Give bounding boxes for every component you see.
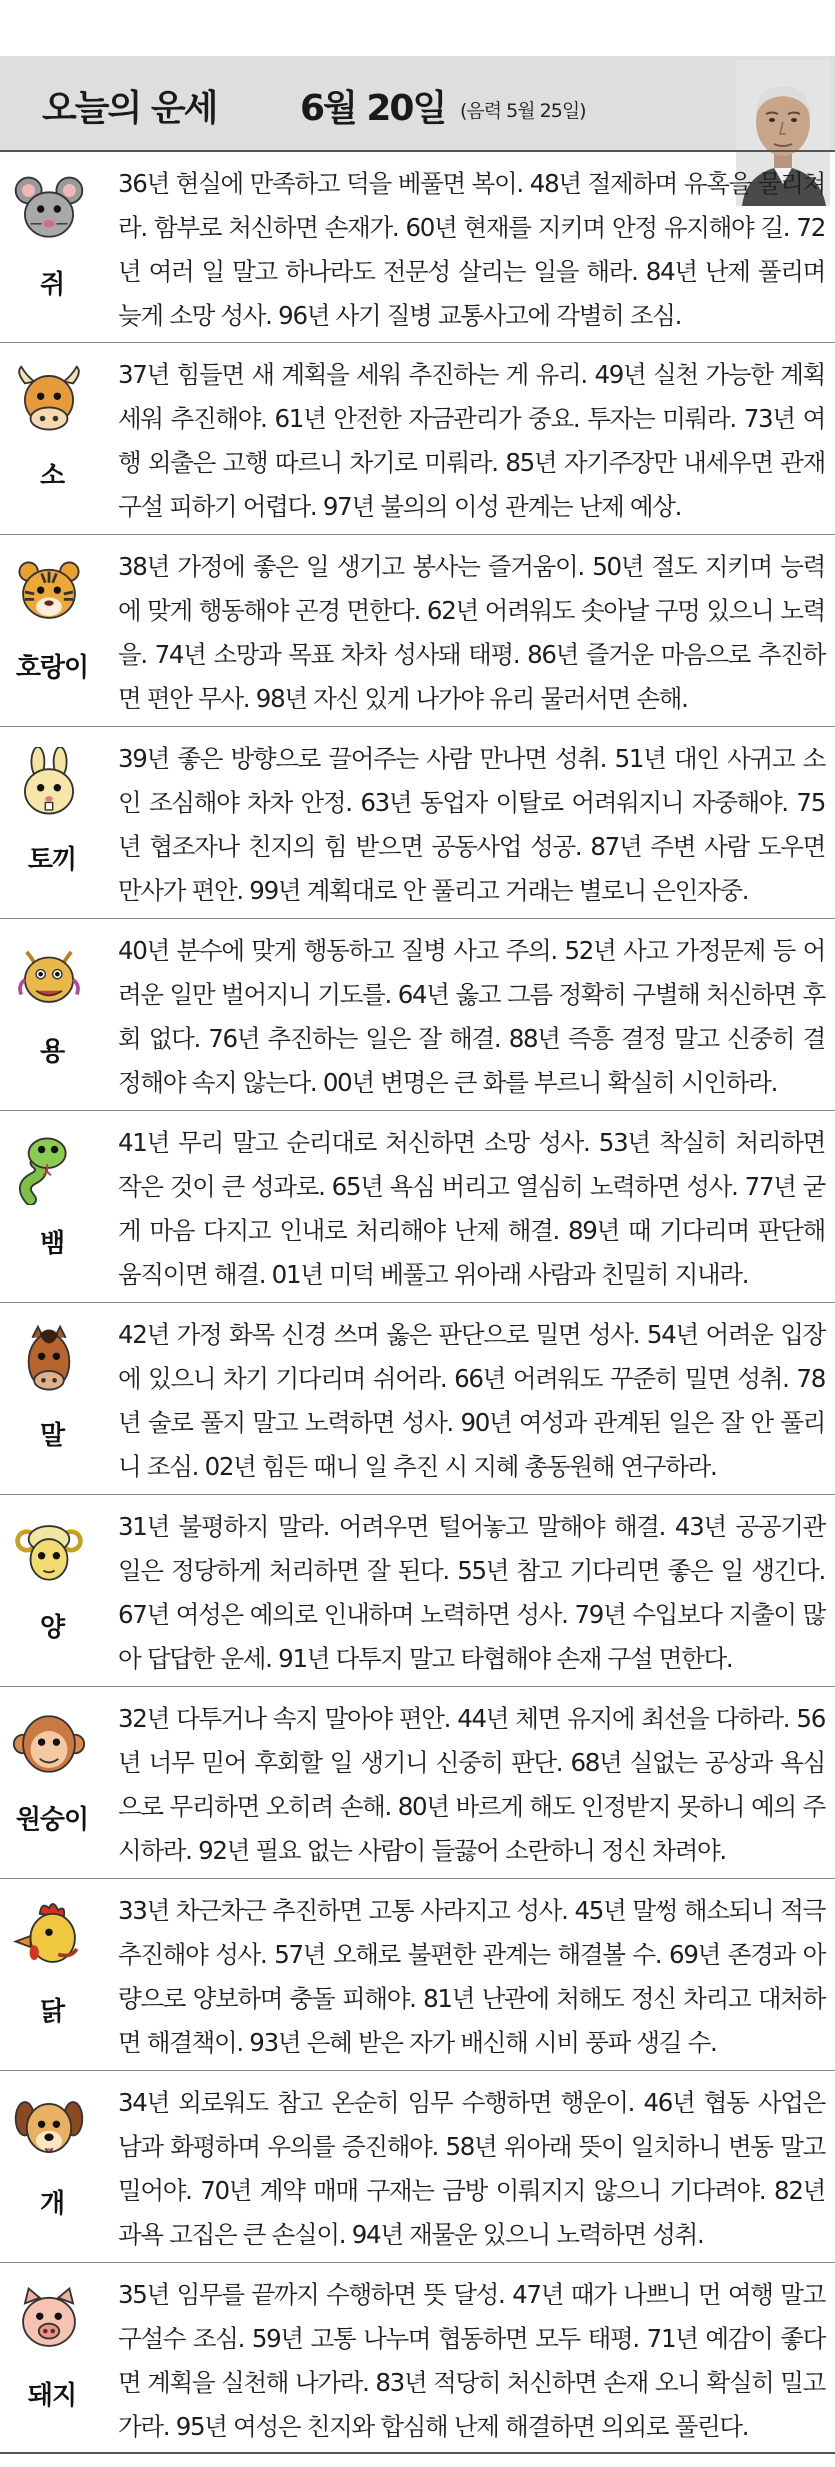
fortune-text: 39년 좋은 방향으로 끌어주는 사람 만나면 성취. 51년 대인 사귀고 소인 조심해야 차차 안정. 63년 동업자 이탈로 어려워지니 자중해야. 75년 협조자나 친지의 힘 받으면 공동사업 성공. 87년 주변 사람 도우면 만사가 편안. 99년 계획대로 안 풀리고 거래는 별로니 은인자중. (118, 744, 825, 905)
animal-name: 토끼 (27, 845, 77, 875)
rabbit-icon (12, 747, 86, 821)
tiger-icon (12, 555, 86, 629)
rooster-icon (12, 1899, 86, 1973)
fortune-entry-ox (0, 342, 835, 534)
animal-name: 쥐 (39, 270, 65, 300)
fortune-text: 42년 가정 화목 신경 쓰며 옳은 판단으로 밀면 성사. 54년 어려운 입장에 있으니 차기 기다리며 쉬어라. 66년 어려워도 꾸준히 밀면 성취. 78년 술로 풀지 말고 노력하면 성사. 90년 여성과 관계된 일은 잘 안 풀리니 조심. 02년 힘든 때니 일 추진 시 지혜 총동원해 연구하라. (118, 1320, 825, 1481)
snake-icon (12, 1131, 86, 1205)
fortune-entry-monkey (0, 1686, 835, 1878)
fortune-entry-tiger (0, 534, 835, 726)
animal-name: 양 (39, 1613, 65, 1643)
sheep-icon (12, 1515, 86, 1589)
fortune-entry-rooster (0, 1878, 835, 2070)
fortune-entry-horse (0, 1302, 835, 1494)
animal-name: 말 (39, 1421, 65, 1451)
fortune-entry-snake (0, 1110, 835, 1302)
fortune-entry-dog (0, 2070, 835, 2262)
animal-name: 호랑이 (15, 653, 89, 683)
animal-name: 원숭이 (15, 1805, 89, 1835)
fortune-entry-rabbit (0, 726, 835, 918)
dragon-icon (12, 939, 86, 1013)
header-banner (0, 56, 835, 150)
animal-name: 개 (39, 2189, 65, 2219)
page-title: 오늘의 운세 (42, 88, 217, 129)
header-date: 6월 20일 (300, 88, 446, 129)
fortune-text: 31년 불평하지 말라. 어려우면 털어놓고 말해야 해결. 43년 공공기관 일은 정당하게 처리하면 잘 된다. 55년 참고 기다리면 좋은 일 생긴다. 67년 여성은 예의로 인내하며 노력하면 성사. 79년 수입보다 지출이 많아 답답한 운세. 91년 다투지 말고 타협해야 손재 구설 면한다. (118, 1512, 825, 1673)
fortune-entry-dragon (0, 918, 835, 1110)
fortune-text: 32년 다투거나 속지 말아야 편안. 44년 체면 유지에 최선을 다하라. 56년 너무 믿어 후회할 일 생기니 신중히 판단. 68년 실없는 공상과 욕심으로 무리하면 오히려 손해. 80년 바르게 해도 인정받지 못하니 예의 주시하라. 92년 필요 없는 사람이 들끓어 소란하니 정신 차려야. (118, 1704, 825, 1865)
fortune-text: 36년 현실에 만족하고 덕을 베풀면 복이. 48년 절제하며 유혹을 물리쳐라. 함부로 처신하면 손재가. 60년 현재를 지키며 안정 유지해야 길. 72년 여러 일 말고 하나라도 전문성 살리는 일을 해라. 84년 난제 풀리며 늦게 소망 성사. 96년 사기 질병 교통사고에 각별히 조심. (118, 169, 825, 330)
lunar-date: (음력 5월 25일) (460, 100, 586, 122)
animal-name: 소 (39, 461, 65, 491)
fortune-entry-rat (0, 150, 835, 342)
monkey-icon (12, 1707, 86, 1781)
fortune-text: 40년 분수에 맞게 행동하고 질병 사고 주의. 52년 사고 가정문제 등 어려운 일만 벌어지니 기도를. 64년 옳고 그름 정확히 구별해 처신하면 후회 없다. 76년 추진하는 일은 잘 해결. 88년 즉흥 결정 말고 신중히 결정해야 속지 않는다. 00년 변명은 큰 화를 부르니 확실히 시인하라. (118, 936, 825, 1097)
fortune-text: 37년 힘들면 새 계획을 세워 추진하는 게 유리. 49년 실천 가능한 계획 세워 추진해야. 61년 안전한 자금관리가 중요. 투자는 미뤄라. 73년 여행 외출은 고행 따르니 차기로 미뤄라. 85년 자기주장만 내세우면 관재구설 피하기 어렵다. 97년 불의의 이성 관계는 난제 예상. (118, 360, 825, 521)
rat-icon (12, 172, 86, 246)
fortune-text: 41년 무리 말고 순리대로 처신하면 소망 성사. 53년 착실히 처리하면 작은 것이 큰 성과로. 65년 욕심 버리고 열심히 노력하면 성사. 77년 굳게 마음 다지고 인내로 처리해야 난제 해결. 89년 때 기다리며 판단해 움직이면 해결. 01년 미덕 베풀고 위아래 사람과 친밀히 지내라. (118, 1128, 825, 1289)
dog-icon (12, 2091, 86, 2165)
animal-name: 돼지 (27, 2381, 77, 2411)
ox-icon (12, 363, 86, 437)
fortune-list (0, 150, 835, 2454)
horse-icon (12, 1323, 86, 1397)
fortune-text: 33년 차근차근 추진하면 고통 사라지고 성사. 45년 말썽 해소되니 적극 추진해야 성사. 57년 오해로 불편한 관계는 해결볼 수. 69년 존경과 아량으로 양보하며 충돌 피해야. 81년 난관에 처해도 정신 차리고 대처하면 해결책이. 93년 은혜 받은 자가 배신해 시비 풍파 생길 수. (118, 1896, 825, 2057)
pig-icon (12, 2283, 86, 2357)
fortune-text: 38년 가정에 좋은 일 생기고 봉사는 즐거움이. 50년 절도 지키며 능력에 맞게 행동해야 곤경 면한다. 62년 어려워도 솟아날 구멍 있으니 노력을. 74년 소망과 목표 차차 성사돼 태평. 86년 즐거운 마음으로 추진하면 편안 무사. 98년 자신 있게 나가야 유리 물러서면 손해. (118, 552, 825, 713)
fortune-entry-sheep (0, 1494, 835, 1686)
animal-name: 닭 (39, 1997, 65, 2027)
animal-name: 뱀 (39, 1229, 65, 1259)
fortune-entry-pig (0, 2262, 835, 2454)
fortune-text: 35년 임무를 끝까지 수행하면 뜻 달성. 47년 때가 나쁘니 먼 여행 말고 구설수 조심. 59년 고통 나누며 협동하면 모두 태평. 71년 예감이 좋다면 계획을 실천해 나가라. 83년 적당히 처신하면 손재 오니 확실히 밀고 가라. 95년 여성은 친지와 합심해 난제 해결하면 의외로 풀린다. (118, 2280, 825, 2441)
fortune-text: 34년 외로워도 참고 온순히 임무 수행하면 행운이. 46년 협동 사업은 남과 화평하며 우의를 증진해야. 58년 위아래 뜻이 일치하니 변동 말고 밀어야. 70년 계약 매매 구재는 금방 이뤄지지 않으니 기다려야. 82년 과욕 고집은 큰 손실이. 94년 재물운 있으니 노력하면 성취. (118, 2088, 825, 2249)
animal-name: 용 (39, 1037, 65, 1067)
